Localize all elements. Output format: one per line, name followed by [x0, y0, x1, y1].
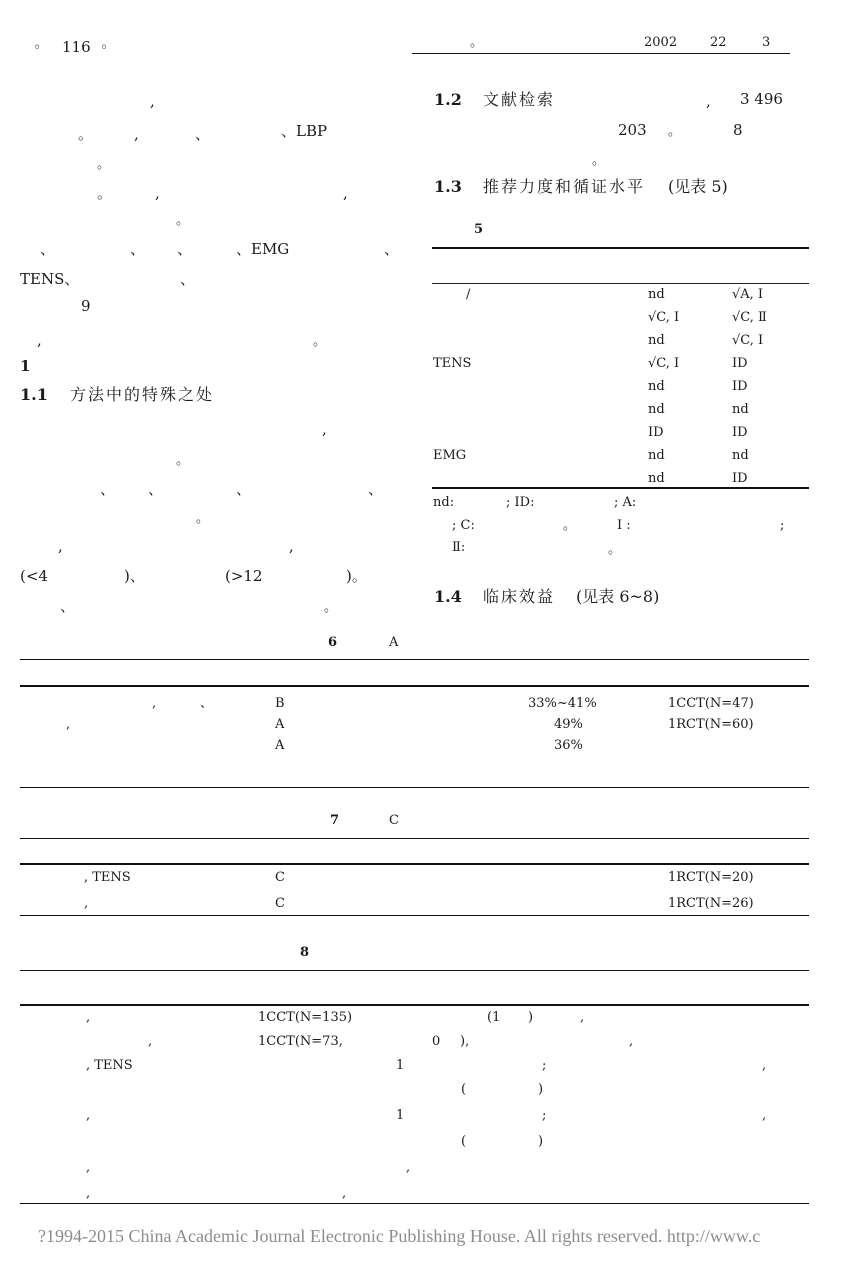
text-fragment: 。	[176, 453, 190, 468]
text-fragment: ,	[289, 537, 294, 555]
table-5-cell: √C, Ⅱ	[732, 310, 767, 325]
table-8-cell: ,	[629, 1034, 634, 1049]
table-5-cell: ID	[648, 425, 664, 440]
text-fragment: 。	[196, 511, 210, 526]
table-reference: (见表 6~8)	[576, 587, 660, 606]
table-6-cell: A	[275, 738, 285, 753]
table-8-cell: ;	[542, 1058, 547, 1073]
table-5-cell: nd	[648, 379, 665, 394]
text-fragment: 8	[733, 121, 743, 139]
section-title-1-4: 临床效益	[483, 587, 556, 606]
table-7-bottom-rule	[20, 915, 809, 916]
section-title-1-1: 方法中的特殊之处	[70, 385, 215, 404]
table-5-note: 。	[563, 518, 577, 533]
table-5-cell: nd	[648, 402, 665, 417]
table-8-header-rule	[20, 1004, 809, 1006]
table-8-cell: ),	[460, 1034, 470, 1049]
table-5-bottom-rule	[432, 487, 809, 489]
section-number-1-4: 1.4	[434, 587, 462, 606]
table-8-top-rule	[20, 970, 809, 971]
table-5-cell: nd	[648, 448, 665, 463]
table-7-cell: , TENS	[84, 870, 131, 885]
text-fragment: ,	[134, 125, 139, 143]
text-fragment: 、	[40, 240, 56, 258]
table-5-cell: √C, Ⅰ	[732, 333, 764, 348]
text-fragment: 。	[97, 184, 113, 202]
journal-year: 2002	[644, 35, 678, 50]
text-fragment: 、	[368, 480, 384, 498]
table-6-cell: 、	[200, 696, 214, 711]
table-6-cell: 33%~41%	[528, 696, 597, 711]
table-5-cell: √C, Ⅰ	[648, 356, 680, 371]
table-5-cell: nd	[648, 287, 665, 302]
table-8-cell: ,	[148, 1034, 153, 1049]
text-fragment: ,	[706, 92, 711, 110]
table-7-cell: C	[275, 896, 285, 911]
table-7-top-rule	[20, 838, 809, 839]
text-fragment: 、	[148, 480, 164, 498]
section-number-1-2: 1.2	[434, 90, 462, 109]
table-8-cell: 1CCT(N=135)	[258, 1010, 353, 1025]
text-fragment: ,	[155, 184, 160, 202]
table-6-bottom-rule	[20, 787, 809, 788]
text-fragment: 。	[324, 600, 338, 615]
table-5-note: ; ID:	[506, 495, 535, 510]
table-5-cell: nd	[732, 448, 749, 463]
text-fragment: 、	[180, 270, 196, 288]
table-7-cell: 1RCT(N=20)	[668, 870, 754, 885]
copyright-footer: ?1994-2015 China Academic Journal Electronic Publishing House. All rights reserved. http://www.c	[38, 1226, 761, 1246]
table-reference: (见表 5)	[668, 177, 728, 196]
text-fragment: 、	[130, 240, 146, 258]
table-6-top-rule	[20, 659, 809, 660]
text-fragment: 、	[177, 240, 193, 258]
table-6-cell: A	[275, 717, 285, 732]
table-8-cell: 1	[396, 1108, 405, 1123]
text-fragment: 。	[176, 213, 190, 228]
table-8-cell: 0	[432, 1034, 441, 1049]
table-8-cell: ,	[762, 1108, 767, 1123]
table-8-cell: ,	[580, 1010, 585, 1025]
table-8-cell: ,	[86, 1108, 91, 1123]
text-fragment: 、	[195, 125, 211, 143]
text-fragment: 、	[60, 597, 76, 615]
text-fragment: 。	[668, 124, 682, 139]
journal-volume: 22	[710, 35, 727, 50]
table-8-cell: ,	[86, 1160, 91, 1175]
table-7-cell: 1RCT(N=26)	[668, 896, 754, 911]
table-8-cell: ,	[86, 1186, 91, 1201]
table-8-cell: ;	[542, 1108, 547, 1123]
text-fragment: 、LBP	[281, 122, 328, 140]
table-5-label: 5	[474, 222, 484, 237]
table-5-cell: ID	[732, 356, 748, 371]
table-8-cell: 1	[396, 1058, 405, 1073]
text-fragment: )。	[346, 567, 367, 585]
text-fragment: )、	[124, 567, 145, 585]
journal-name-dot: 。	[470, 35, 484, 50]
table-5-note: nd:	[433, 495, 455, 510]
table-7-grade: C	[389, 813, 399, 828]
table-5-cell: nd	[648, 471, 665, 486]
text-fragment: 9	[81, 297, 91, 315]
table-8-cell: ,	[342, 1186, 347, 1201]
text-fragment: (<4	[20, 567, 48, 585]
table-8-cell: 1CCT(N=73,	[258, 1034, 343, 1049]
table-6-cell: 1CCT(N=47)	[668, 696, 754, 711]
table-5-note: Ⅰ :	[617, 518, 631, 533]
section-title-1-3: 推荐力度和循证水平	[483, 177, 646, 196]
table-5-cell: EMG	[433, 448, 467, 463]
text-fragment: 3 496	[740, 90, 783, 108]
table-5-cell: TENS	[433, 356, 472, 371]
text-fragment: 。	[97, 157, 111, 172]
table-6-cell: 1RCT(N=60)	[668, 717, 754, 732]
text-fragment: ,	[58, 537, 63, 555]
table-8-cell: (1	[487, 1010, 501, 1025]
text-fragment: 、EMG	[236, 240, 290, 258]
text-fragment: ,	[343, 184, 348, 202]
text-fragment: ,	[322, 420, 327, 438]
table-5-cell: ID	[732, 379, 748, 394]
table-5-note: 。	[608, 542, 622, 557]
text-fragment: 。	[313, 334, 327, 349]
text-fragment: 、	[100, 480, 116, 498]
table-6-grade: A	[389, 635, 399, 650]
text-fragment: (>12	[225, 567, 263, 585]
text-fragment: ,	[37, 331, 42, 349]
table-6-cell: B	[275, 696, 285, 711]
table-8-bottom-rule	[20, 1203, 809, 1204]
table-5-cell: nd	[732, 402, 749, 417]
text-fragment: 、	[236, 480, 252, 498]
table-5-cell: √C, Ⅰ	[648, 310, 680, 325]
table-8-cell: (	[461, 1134, 467, 1149]
table-5-cell: √A, Ⅰ	[732, 287, 764, 302]
text-fragment: ,	[150, 92, 155, 110]
table-6-label: 6	[328, 635, 338, 650]
table-5-note: ;	[780, 518, 785, 533]
table-8-cell: ,	[86, 1010, 91, 1025]
table-8-cell: )	[538, 1134, 544, 1149]
table-8-cell: , TENS	[86, 1058, 133, 1073]
table-8-cell: )	[538, 1082, 544, 1097]
table-5-top-rule	[432, 247, 809, 249]
table-5-note: Ⅱ:	[452, 540, 466, 555]
table-5-cell: nd	[648, 333, 665, 348]
text-fragment: 203	[618, 121, 647, 139]
table-6-cell: ,	[66, 717, 71, 732]
table-6-cell: 36%	[554, 738, 583, 753]
table-5-header-rule	[432, 283, 809, 284]
section-number-1-3: 1.3	[434, 177, 462, 196]
journal-issue: 3	[762, 35, 771, 50]
page-number: 116	[62, 38, 91, 56]
table-7-label: 7	[330, 813, 340, 828]
page-number-dot-left: ◦	[33, 40, 42, 56]
table-7-cell: C	[275, 870, 285, 885]
table-6-cell: 49%	[554, 717, 583, 732]
section-number-1-1: 1.1	[20, 385, 48, 404]
section-heading-1: 1	[20, 357, 31, 375]
text-fragment: 、	[384, 240, 400, 258]
table-7-cell: ,	[84, 896, 89, 911]
header-rule	[412, 53, 790, 54]
table-6-header-rule	[20, 685, 809, 687]
table-8-label: 8	[300, 945, 310, 960]
text-fragment: 。	[592, 153, 606, 168]
text-fragment: TENS、	[20, 270, 80, 288]
table-8-cell: )	[528, 1010, 534, 1025]
table-6-cell: ,	[152, 696, 157, 711]
table-8-cell: ,	[762, 1058, 767, 1073]
table-8-cell: ,	[406, 1160, 411, 1175]
section-title-1-2: 文献检索	[483, 90, 556, 109]
table-5-note: ; C:	[452, 518, 475, 533]
page-number-dot-right: ◦	[100, 40, 109, 56]
table-5-note: ; A:	[614, 495, 637, 510]
table-5-cell: ID	[732, 425, 748, 440]
table-5-cell: /	[466, 287, 471, 302]
table-8-cell: (	[461, 1082, 467, 1097]
text-fragment: 。	[78, 125, 94, 143]
table-5-cell: ID	[732, 471, 748, 486]
table-7-header-rule	[20, 863, 809, 865]
